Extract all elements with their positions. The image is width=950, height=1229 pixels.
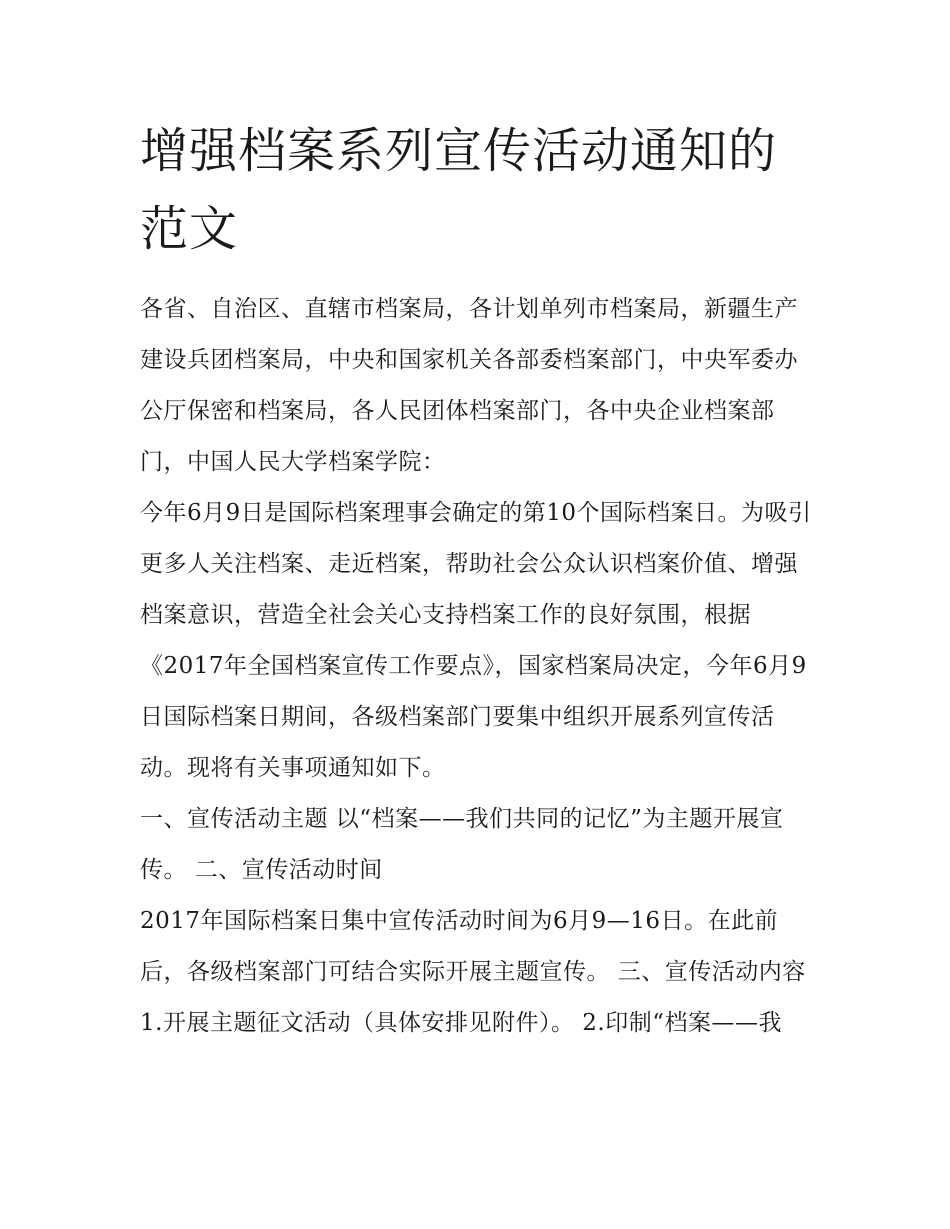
paragraph-theme-and-time: 一、宣传活动主题 以“档案——我们共同的记忆”为主题开展宣传。 二、宣传活动时间 (140, 806, 784, 883)
paragraph-addressees: 各省、自治区、直辖市档案局，各计划单列市档案局，新疆生产建设兵团档案局，中央和国家机关各部委档案部门，中央军委办公厅保密和档案局，各人民团体档案部门，各中央企业档案部门，中国人民大学档案学院： (140, 296, 798, 475)
paragraph-schedule: 2017年国际档案日集中宣传活动时间为6月9—16日。在此前后，各级档案部门可结合实际开展主题宣传。 三、宣传活动内容 (140, 908, 806, 985)
paragraph-intro: 今年6月9日是国际档案理事会确定的第10个国际档案日。为吸引更多人关注档案、走近档案，帮助社会公众认识档案价值、增强档案意识，营造全社会关心支持档案工作的良好氛围，根据《2017年全国档案宣传工作要点》，国家档案局决定，今年6月9日国际档案日期间，各级档案部门要集中组织开展系列宣传活动。现将有关事项通知如下。 (140, 500, 812, 781)
document-body (140, 284, 820, 1049)
document-title: 增强档案系列宣传活动通知的范文 (140, 123, 778, 257)
paragraph-activities: 1.开展主题征文活动（具体安排见附件）。 2.印制“档案——我 (140, 1010, 782, 1036)
document-page (140, 112, 820, 1049)
